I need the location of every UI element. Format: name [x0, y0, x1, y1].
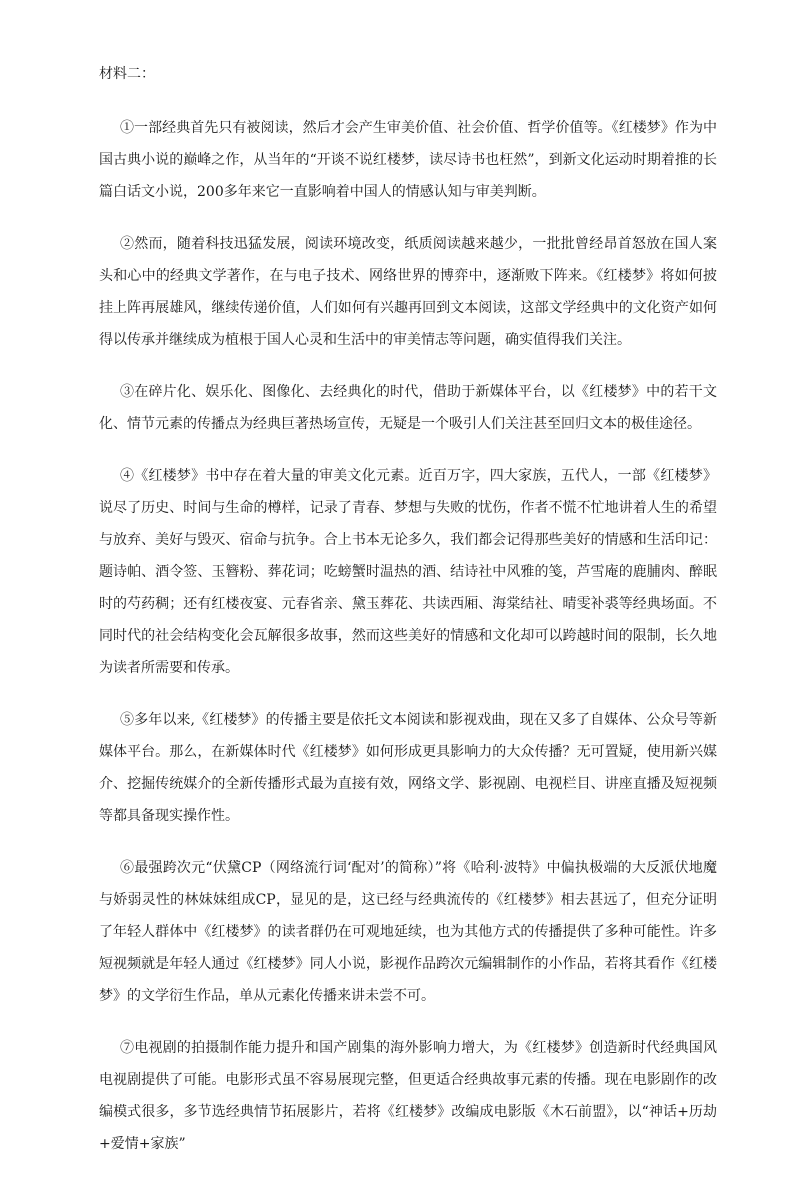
paragraph-5: ⑤多年以来,《红楼梦》的传播主要是依托文本阅读和影视戏曲，现在又多了自媒体、公众号等新媒体平台。那么，在新媒体时代《红楼梦》如何形成更具影响力的大众传播？无可置疑，使用新兴媒介、挖掘传统媒介的全新传播形式最为直接有效，网络文学、影视剧、电视栏目、讲座直播及短视频等都具备现实操作性。 [99, 712, 717, 824]
paragraph-6: ⑥最强跨次元“伏黛CP（网络流行词‘配对’的简称）”将《哈利·波特》中偏执极端的大反派伏地魔与娇弱灵性的林妹妹组成CP，显见的是，这已经与经典流传的《红楼梦》相去甚远了，但充分证明了年轻人群体中《红楼梦》的读者群仍在可观地延续，也为其他方式的传播提供了多种可能性。许多短视频就是年轻人通过《红楼梦》同人小说，影视作品跨次元编辑制作的小作品，若将其看作《红楼梦》的文学衍生作品，单从元素化传播来讲未尝不可。 [99, 860, 717, 1004]
paragraph-4: ④《红楼梦》书中存在着大量的审美文化元素。近百万字，四大家族，五代人，一部《红楼梦》说尽了历史、时间与生命的樽样，记录了青春、梦想与失败的忧伤，作者不慌不忙地讲着人生的希望与放弃、美好与毁灭、宿命与抗争。合上书本无论多久，我们都会记得那些美好的情感和生活印记：题诗帕、酒令签、玉簪粉、葬花词；吃螃蟹时温热的酒、结诗社中风雅的笺，芦雪庵的鹿脯肉、醉眠时的芍药稠；还有红楼夜宴、元春省亲、黛玉葬花、共读西厢、海棠结社、晴雯补裘等经典场面。不同时代的社会结构变化会瓦解很多故事，然而这些美好的情感和文化却可以跨越时间的限制，长久地为读者所需要和传承。 [99, 468, 717, 676]
paragraph-3: ③在碎片化、娱乐化、图像化、去经典化的时代，借助于新媒体平台，以《红楼梦》中的若干文化、情节元素的传播点为经典巨著热场宣传，无疑是一个吸引人们关注甚至回归文本的极佳途径。 [99, 384, 717, 432]
paragraph-7: ⑦电视剧的拍摄制作能力提升和国产剧集的海外影响力增大，为《红楼梦》创造新时代经典国风电视剧提供了可能。电影形式虽不容易展现完整，但更适合经典故事元素的传播。现在电影剧作的改编模式很多，多节选经典情节拓展影片，若将《红楼梦》改编成电影版《木石前盟》，以“神话+历劫+爱情+家族” [99, 1040, 717, 1152]
document-page [99, 62, 717, 1180]
section-heading: 材料二： [99, 66, 155, 82]
paragraph-1: ①一部经典首先只有被阅读，然后才会产生审美价值、社会价值、哲学价值等。《红楼梦》作为中国古典小说的巅峰之作，从当年的“开谈不说红楼梦，读尽诗书也枉然”，到新文化运动时期着推的长篇白话文小说，200多年来它一直影响着中国人的情感认知与审美判断。 [99, 120, 717, 200]
paragraph-2: ②然而，随着科技迅猛发展，阅读环境改变，纸质阅读越来越少，一批批曾经昂首怒放在国人案头和心中的经典文学著作，在与电子技术、网络世界的博弈中，逐渐败下阵来。《红楼梦》将如何披挂上阵再展雄风，继续传递价值，人们如何有兴趣再回到文本阅读，这部文学经典中的文化资产如何得以传承并继续成为植根于国人心灵和生活中的审美情志等问题，确实值得我们关注。 [99, 236, 717, 348]
